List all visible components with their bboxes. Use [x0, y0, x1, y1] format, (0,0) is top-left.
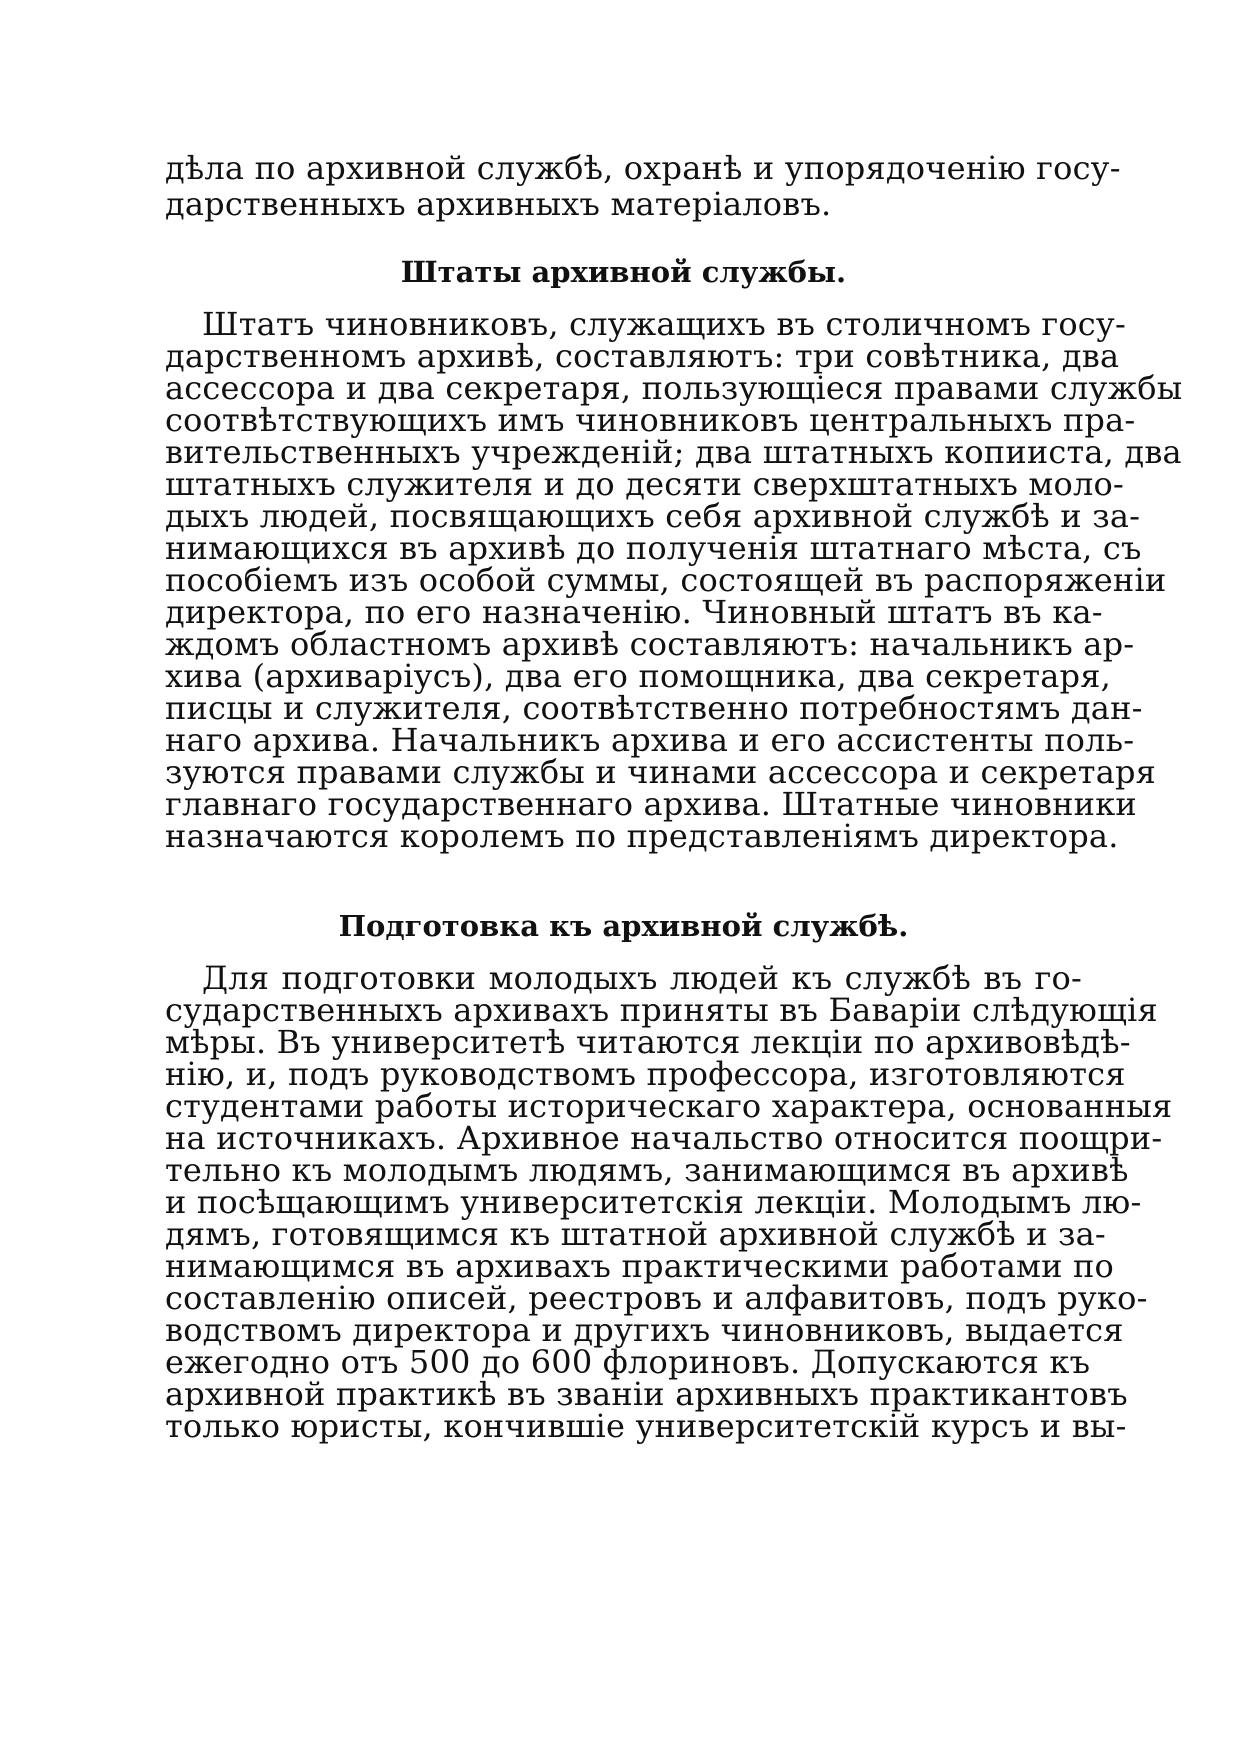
text-line: ждомъ областномъ архивѣ составляютъ: начальникъ ар- [165, 625, 1135, 663]
text-line: составленію описей, реестровъ и алфавитовъ, подъ руко- [165, 1279, 1148, 1317]
text-line: только юристы, кончившіе университетскій курсъ и вы- [165, 1407, 1127, 1445]
text-line: вительственныхъ учрежденій; два штатныхъ копииста, два [165, 433, 1182, 471]
text-line: зуются правами службы и чинами ассессора и секретаря [165, 753, 1157, 791]
text-line: тельно къ молодымъ людямъ, занимающимся въ архивѣ [165, 1151, 1129, 1189]
text-line: дямъ, готовящимся къ штатной архивной службѣ и за- [165, 1215, 1106, 1253]
text-line: нію, и, подъ руководствомъ профессора, изготовляются [165, 1055, 1126, 1093]
text-line: нимающимся въ архивахъ практическими работами по [165, 1247, 1115, 1285]
text-line: Для подготовки молодыхъ людей къ службѣ въ го- [202, 959, 1082, 997]
text-line: ассессора и два секретаря, пользующіеся правами службы [165, 369, 1183, 407]
text-line: Штатъ чиновниковъ, служащихъ въ столичномъ госу- [202, 305, 1126, 343]
text-line: студентами работы историческаго характера, основанныя [165, 1087, 1173, 1125]
text-line: дарственныхъ архивныхъ матеріаловъ. [165, 185, 832, 223]
text-line: мѣры. Въ университетѣ читаются лекціи по архивовѣдѣ- [165, 1023, 1131, 1061]
text-line: нимающихся въ архивѣ до полученія штатнаго мѣста, съ [165, 529, 1142, 567]
section-heading-staff: Штаты архивной службы. [400, 255, 847, 289]
text-line: соотвѣтствующихъ имъ чиновниковъ центральныхъ пра- [165, 401, 1136, 439]
text-line: на источникахъ. Архивное начальство относится поощри- [165, 1119, 1163, 1157]
text-line: дарственномъ архивѣ, составляютъ: три совѣтника, два [165, 337, 1120, 375]
text-line: назначаются королемъ по представленіямъ директора. [165, 817, 1119, 855]
section-heading-training: Подготовка къ архивной службѣ. [338, 909, 909, 943]
text-line: хива (архиваріусъ), два его помощника, два секретаря, [165, 657, 1111, 695]
text-line: штатныхъ служителя и до десяти сверхштатныхъ моло- [165, 465, 1124, 503]
text-line: пособіемъ изъ особой суммы, состоящей въ распоряженіи [165, 561, 1167, 599]
text-line: ежегодно отъ 500 до 600 флориновъ. Допускаются къ [165, 1343, 1091, 1381]
text-line: водствомъ директора и другихъ чиновниковъ, выдается [165, 1311, 1124, 1349]
text-line: и посѣщающимъ университетскія лекціи. Молодымъ лю- [165, 1183, 1142, 1221]
text-line: сударственныхъ архивахъ приняты въ Баваріи слѣдующія [165, 991, 1158, 1029]
text-line: дыхъ людей, посвящающихъ себя архивной службѣ и за- [165, 497, 1141, 535]
text-line: архивной практикѣ въ званіи архивныхъ практикантовъ [165, 1375, 1128, 1413]
text-line: директора, по его назначенію. Чиновный штатъ въ ка- [165, 593, 1103, 631]
text-line: писцы и служителя, соотвѣтственно потребностямъ дан- [165, 689, 1143, 727]
text-line: наго архива. Начальникъ архива и его ассистенты поль- [165, 721, 1135, 759]
text-line: дѣла по архивной службѣ, охранѣ и упорядоченію госу- [165, 149, 1121, 187]
text-line: главнаго государственнаго архива. Штатные чиновники [165, 785, 1137, 823]
